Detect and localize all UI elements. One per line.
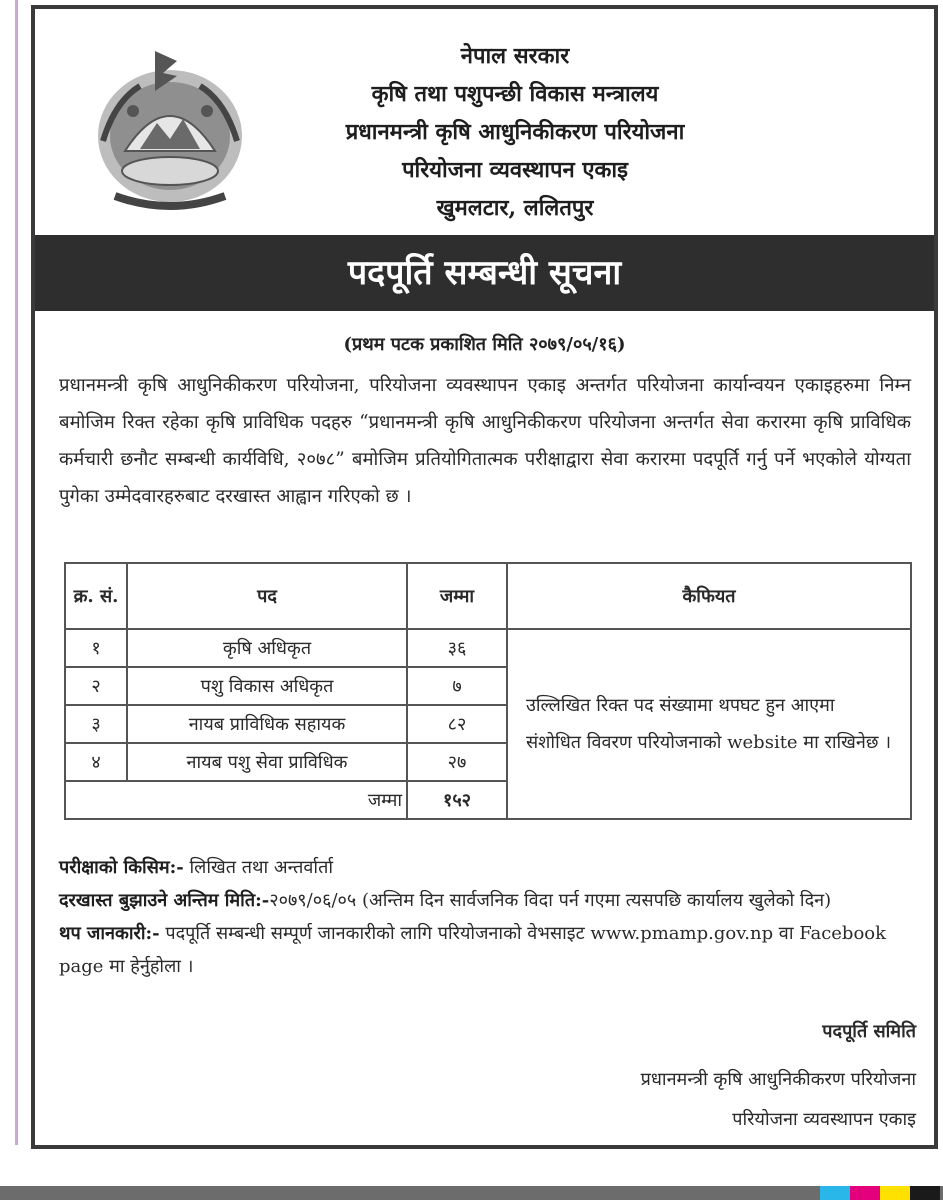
cell-count: ७ xyxy=(407,667,507,705)
total-label: जम्मा xyxy=(65,781,407,819)
signature-committee: पदपूर्ति समिति xyxy=(822,1021,916,1042)
signature-line-unit: परियोजना व्यवस्थापन एकाइ xyxy=(732,1109,916,1130)
signature-line-project: प्रधानमन्त्री कृषि आधुनिकीकरण परियोजना xyxy=(640,1069,916,1090)
header-post: पद xyxy=(127,563,407,629)
more-info-value: पदपूर्ति सम्बन्धी सम्पूर्ण जानकारीको लागि परियोजनाको वेभसाइट www.pmamp.gov.np वा Facebook page मा हेर्नुहोला । xyxy=(59,923,887,977)
cell-serial: १ xyxy=(65,629,127,667)
cell-post: नायब पशु सेवा प्राविधिक xyxy=(127,743,407,781)
deadline-label: दरखास्त बुझाउने अन्तिम मिति:- xyxy=(59,890,270,911)
nepal-emblem-icon xyxy=(85,31,255,221)
exam-type-label: परीक्षाको किसिम:- xyxy=(59,857,184,878)
cell-post: कृषि अधिकृत xyxy=(127,629,407,667)
header-line-ministry: कृषि तथा पशुपन्छी विकास मन्त्रालय xyxy=(371,81,659,107)
table-row xyxy=(65,629,911,667)
header-count: जम्मा xyxy=(407,563,507,629)
ministry-header xyxy=(235,37,795,227)
header-line-government: नेपाल सरकार xyxy=(460,43,570,69)
cell-serial: ४ xyxy=(65,743,127,781)
exam-type-value: लिखित तथा अन्तर्वार्ता xyxy=(183,857,334,878)
cell-serial: ३ xyxy=(65,705,127,743)
exam-type-line xyxy=(59,851,915,884)
header-line-unit: परियोजना व्यवस्थापन एकाइ xyxy=(402,157,628,183)
header-serial: क्र. सं. xyxy=(65,563,127,629)
cell-post: नायब प्राविधिक सहायक xyxy=(127,705,407,743)
application-info xyxy=(59,851,915,983)
header-line-project: प्रधानमन्त्री कृषि आधुनिकीकरण परियोजना xyxy=(345,119,685,145)
cell-post: पशु विकास अधिकृत xyxy=(127,667,407,705)
magenta-swatch xyxy=(850,1186,880,1200)
table-header-row xyxy=(65,563,911,629)
header-line-address: खुमलटार, ललितपुर xyxy=(436,195,594,221)
cell-serial: २ xyxy=(65,667,127,705)
deadline-line xyxy=(59,884,915,917)
cell-count: ८२ xyxy=(407,705,507,743)
cell-count: ३६ xyxy=(407,629,507,667)
print-color-bar xyxy=(0,1186,943,1200)
notice-frame xyxy=(31,5,938,1149)
more-info-line xyxy=(59,917,915,983)
intro-paragraph: प्रधानमन्त्री कृषि आधुनिकीकरण परियोजना, परियोजना व्यवस्थापन एकाइ अन्तर्गत परियोजना कार्यान्वयन एकाइहरुमा निम्न बमोजिम रिक्त रहेका कृषि प्राविधिक पदहरु “प्रधानमन्त्री कृषि आधुनिकीकरण परियोजना अन्तर्गत सेवा करारमा कृषि प्राविधिक कर्मचारी छनौट सम्बन्धी कार्यविधि, २०७८” बमोजिम प्रतियोगितात्मक परीक्षाद्वारा सेवा करारमा पदपूर्ति गर्नु पर्ने भएकोले योग्यता पुगेका उम्मेदवारहरुबाट दरखास्त आह्वान गरिएको छ । xyxy=(59,375,911,507)
more-info-label: थप जानकारी:- xyxy=(59,923,160,944)
cell-count: २७ xyxy=(407,743,507,781)
notice-title-banner: पदपूर्ति सम्बन्धी सूचना xyxy=(35,235,934,311)
cyan-swatch xyxy=(820,1186,850,1200)
vacancy-table xyxy=(64,562,912,820)
black-swatch xyxy=(910,1186,940,1200)
left-margin-rule xyxy=(15,0,18,1145)
deadline-value: २०७९/०६/०५ (अन्तिम दिन सार्वजनिक विदा पर्न गएमा त्यसपछि कार्यालय खुलेको दिन) xyxy=(269,890,832,911)
total-value: १५२ xyxy=(407,781,507,819)
publication-date: (प्रथम पटक प्रकाशित मिति २०७९/०५/१६) xyxy=(343,334,626,355)
header-remarks: कैफियत xyxy=(507,563,911,629)
yellow-swatch xyxy=(880,1186,910,1200)
cell-remarks: उल्लिखित रिक्त पद संख्यामा थपघट हुन आएमा संशोधित विवरण परियोजनाको website मा राखिनेछ । xyxy=(507,629,911,819)
